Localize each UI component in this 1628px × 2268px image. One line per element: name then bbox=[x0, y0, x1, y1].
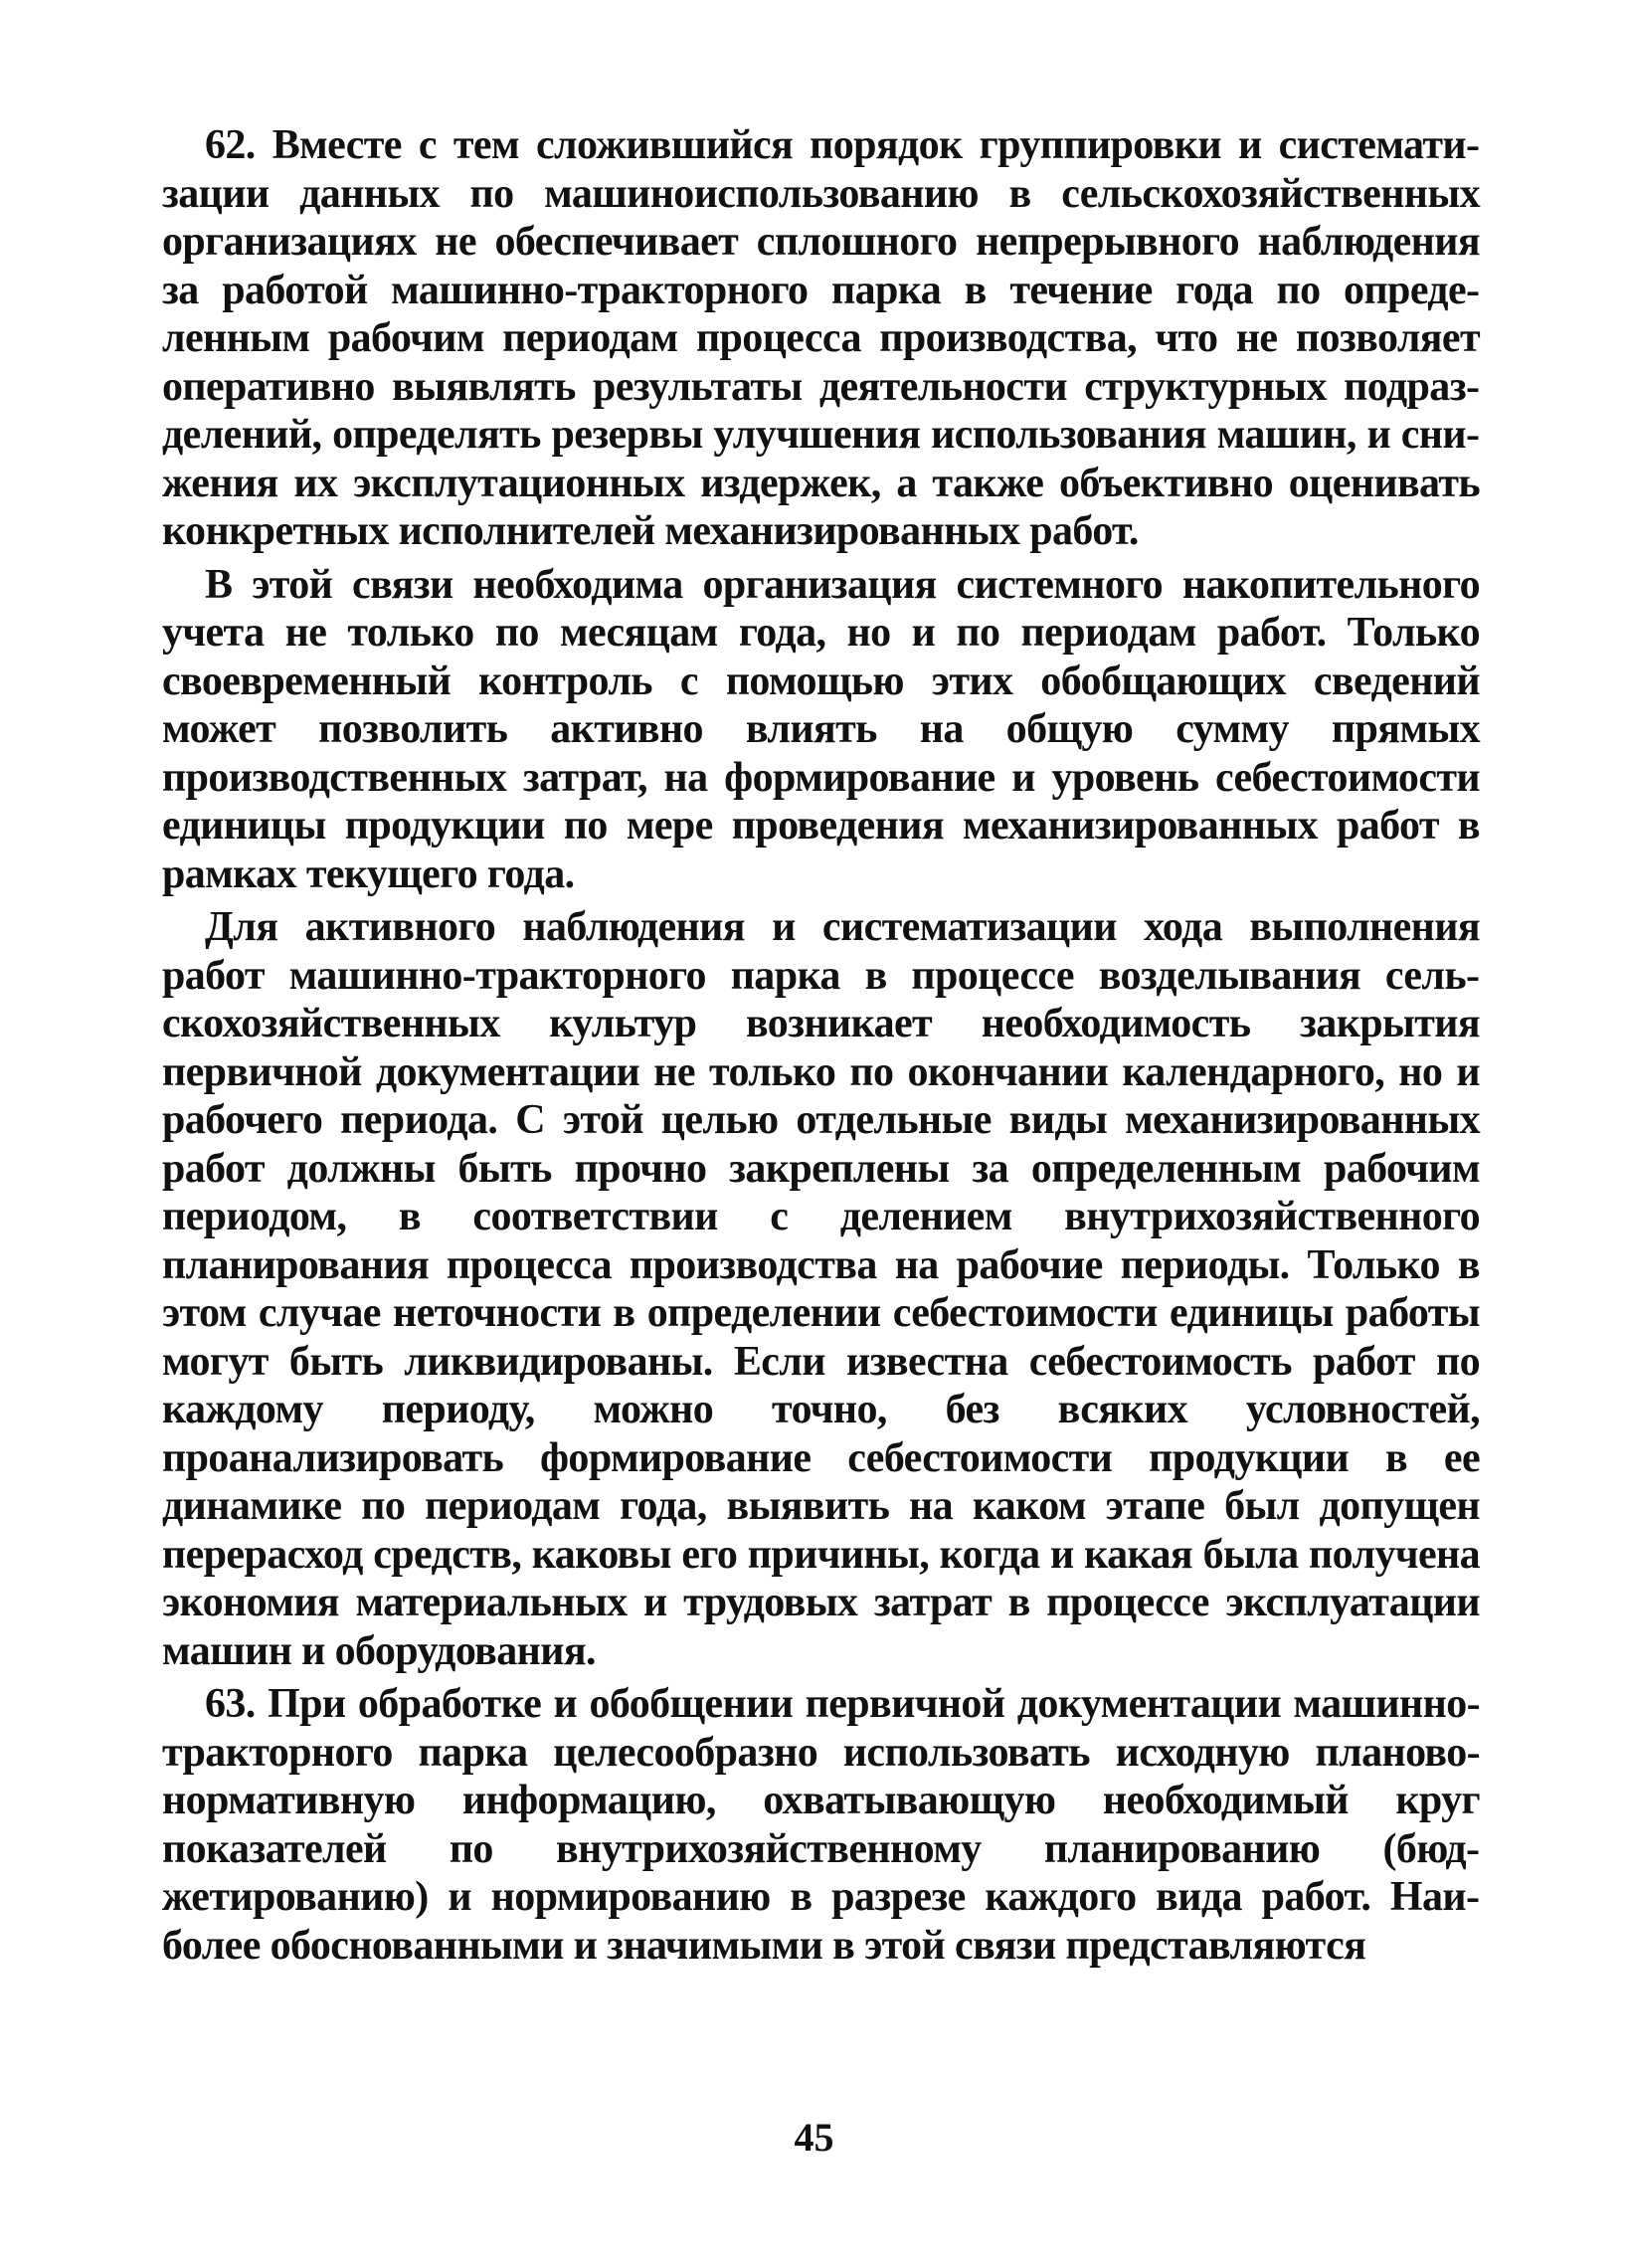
paragraph-number: 62. bbox=[205, 122, 256, 168]
paragraph-text: При обработке и обобщении первичной документации машинно-тракторного парка целесообразно использовать исходную планово-нормативную информацию, охватывающую необходимый круг показателей по внутрихозяйственному планированию (бюджетированию) и нормированию в разрезе каждого вида работ. Наиболее обоснованными и значимыми в этой связи представляются bbox=[162, 1681, 1480, 1969]
paragraph-text: В этой связи необходима организация системного накопительного учета не только по месяцам года, но и по периодам работ. Только своевременный контроль с помощью этих обобщающих сведений может позволить активно влиять на общую сумму прямых производственных затрат, на формирование и уровень себестоимости единицы продукции по мере проведения механизированных работ в рамках текущего года. bbox=[162, 561, 1480, 897]
paragraph-text: Вместе с тем сложившийся порядок группировки и систематизации данных по машиноиспользованию в сельскохозяйственных организациях не обеспечивает сплошного непрерывного наблюдения за работой машинно-тракторного парка в течение года по определенным рабочим периодам процесса производства, что не позволяет оперативно выявлять результаты деятельности структурных подразделений, определять резервы улучшения использования машин, и снижения их эксплутационных издержек, а также объективно оценивать конкретных исполнителей механизированных работ. bbox=[162, 122, 1480, 554]
paragraph-63 bbox=[162, 1680, 1480, 1970]
body-text bbox=[162, 121, 1480, 1975]
page-number: 45 bbox=[794, 2115, 834, 2160]
paragraph-text: Для активного наблюдения и систематизации хода выполнения работ машинно-тракторного парка в процессе возделывания сельскохозяйственных культур возникает необходимость закрытия первичной документации не только по окончании календарного, но и рабочего периода. С этой целью отдельные виды механизированных работ должны быть прочно закреплены за определенным рабочим периодом, в соответствии с делением внутрихозяйственного планирования процесса производства на рабочие периоды. Только в этом случае неточности в определении себестоимости единицы работы могут быть ликвидированы. Если известна себестоимость работ по каждому периоду, можно точно, без всяких условностей, проанализировать формирование себестоимости продукции в ее динамике по периодам года, выявить на каком этапе был допущен перерасход средств, каковы его причины, когда и какая была получена экономия материальных и трудовых затрат в процессе эксплуатации машин и оборудования. bbox=[162, 904, 1480, 1674]
paragraph-cumulative-accounting bbox=[162, 561, 1480, 899]
paragraph-active-observation bbox=[162, 903, 1480, 1675]
paragraph-62 bbox=[162, 121, 1480, 556]
paragraph-number: 63. bbox=[205, 1681, 256, 1727]
